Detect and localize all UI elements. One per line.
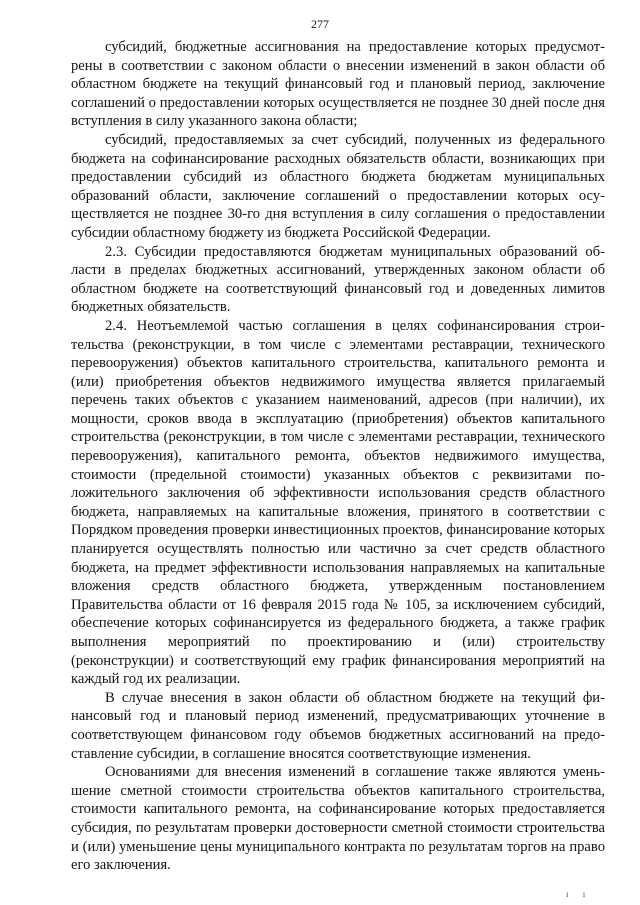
document-body — [71, 38, 605, 875]
page-number: 277 — [311, 17, 329, 31]
scan-corner-marks: ı ı — [566, 889, 592, 899]
paragraph-subsidies-federal-cofinancing: субсидий, предоставляемых за счет субсидий, полученных из федерального бюджета на софинансирование расходных обязательств области, возникающих при предоставлении субсидий из областного бюджета бюджетам муниципальных образований области, заключение соглашений о предоставлении которых осуществляется не позднее 30-го дня вступления в силу соглашения о предоставлении субсидии областному бюджету из бюджета Российской Федерации. — [71, 131, 605, 241]
paragraph-subsidies-law-amendment: субсидий, бюджетные ассигнования на предоставление которых предусмотрены в соответствии с законом области о внесении изменений в закон области об областном бюджете на текущий финансовый год и плановый период, заключение соглашений о предоставлении которых осуществляется не позднее 30 дней после дня вступления в силу указанного закона области; — [71, 39, 605, 130]
paragraph-budget-changes: В случае внесения в закон области об областном бюджете на текущий финансовый год и плановый период изменений, предусматривающих уточнение в соответствующем финансовом году объемов бюджетных ассигнований на предоставление субсидии, в соглашение вносятся соответствующие изменения. — [71, 689, 605, 762]
paragraph-grounds-for-changes: Основаниями для внесения изменений в соглашение также являются уменьшение сметной стоимости строительства объектов капитального строительства, стоимости капитального ремонта, на софинансирование которых предоставляется субсидия, по результатам проверки достоверности сметной стоимости строительства и (или) уменьшение цены муниципального контракта по результатам торгов на право его заключения. — [71, 764, 605, 874]
paragraph-2-3: 2.3. Субсидии предоставляются бюджетам муниципальных образований области в пределах бюджетных ассигнований, утвержденных законом области об областном бюджете на соответствующий финансовый год и доведенных лимитов бюджетных обязательств. — [71, 243, 605, 316]
paragraph-2-4: 2.4. Неотъемлемой частью соглашения в целях софинансирования строительства (реконструкции, в том числе с элементами реставрации, технического перевооружения) объектов капитального строительства, капитального ремонта и (или) приобретения объектов недвижимого имущества является прилагаемый перечень таких объектов с указанием наименований, адресов (при наличии), их мощности, сроков ввода в эксплуатацию (приобретения) объектов капитального строительства (реконструкции, в том числе с элементами реставрации, технического перевооружения), капитального ремонта, объектов недвижимого имущества, стоимости (предельной стоимости) указанных объектов с реквизитами положительного заключения об эффективности использования средств областного бюджета, направляемых на капитальные вложения, принятого в соответствии с Порядком проведения проверки инвестиционных проектов, финансирование которых планируется осуществлять полностью или частично за счет средств областного бюджета, на предмет эффективности использования направляемых на капитальные вложения средств областного бюджета, утвержденным постановлением Правительства области от 16 февраля 2015 года № 105, за исключением субсидий, обеспечение которых софинансируется из федерального бюджета, а также график выполнения мероприятий по проектированию и (или) строительству (реконструкции) и соответствующий ему график финансирования мероприятий на каждый год их реализации. — [71, 317, 605, 688]
